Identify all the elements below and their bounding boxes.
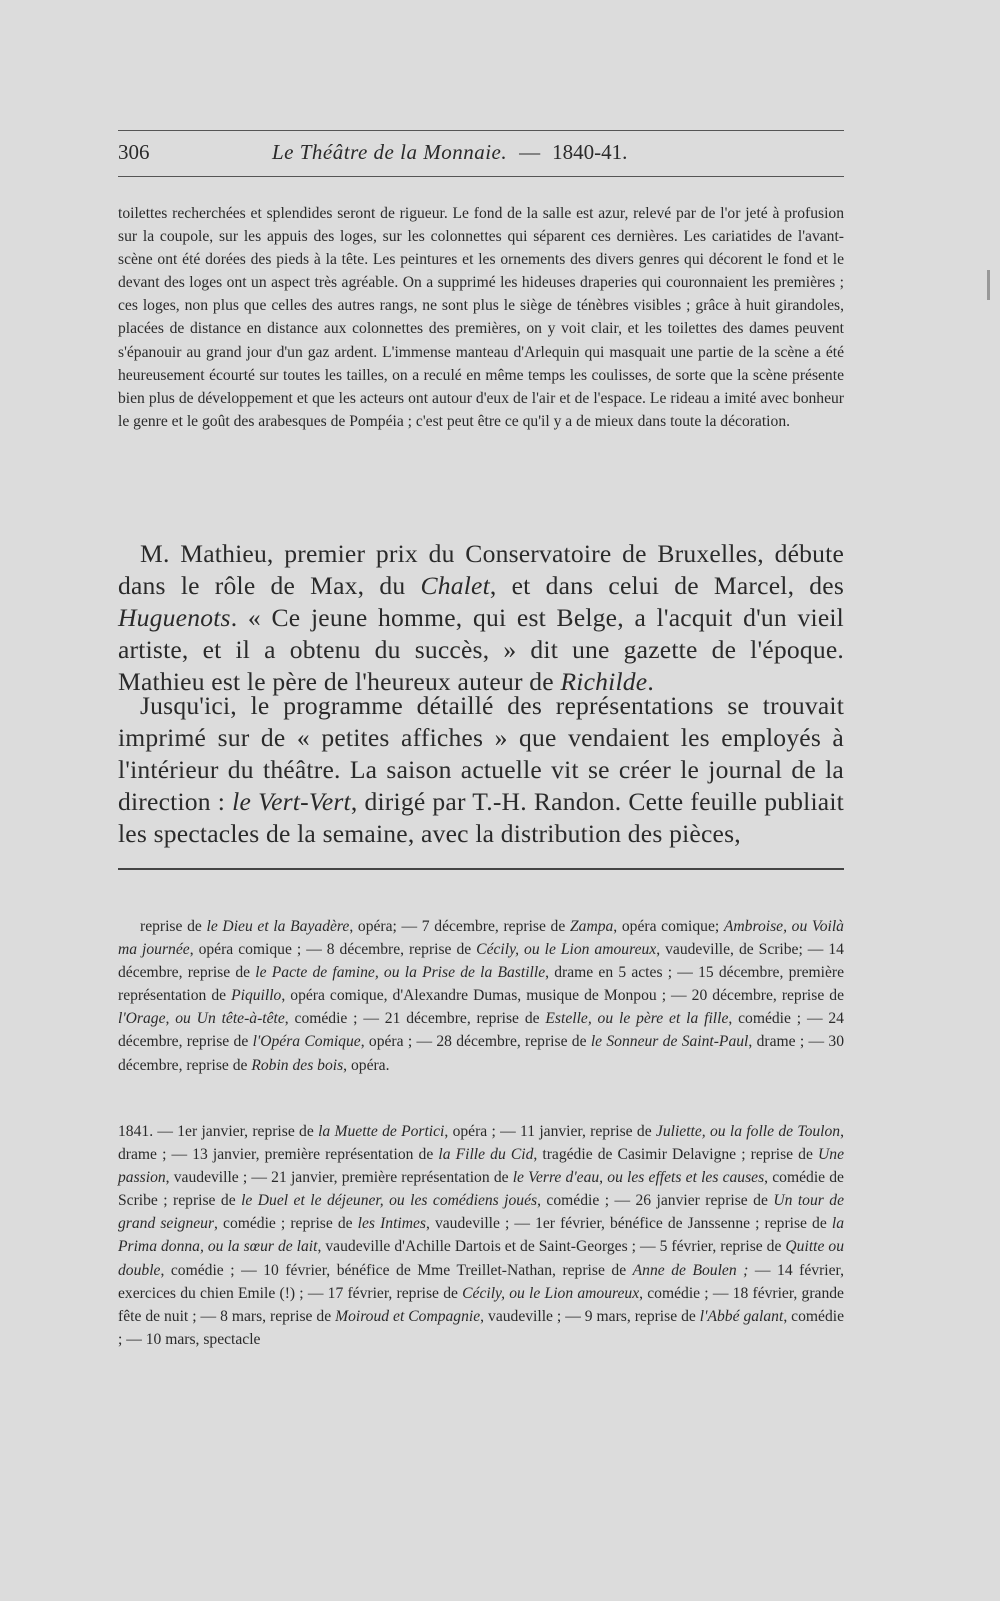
text-run: . « Ce jeune homme, qui est Belge, a l'acquit d'un vieil artiste, et il a obtenu du succès, » dit une gazette de l'époque. Mathieu est le père de l'heureux auteur de [118, 602, 844, 696]
text-run: , drame ; — 30 décembre, reprise de [118, 1033, 844, 1074]
work-title: le Sonneur de Saint-Paul [590, 1033, 749, 1051]
text-run: , comédie ; — 10 mars, spectacle [118, 1307, 844, 1348]
text-run: , comédie ; — 10 février, bénéfice de Mme Treillet-Nathan, reprise de [160, 1261, 633, 1279]
text-run: , opéra comique; [613, 918, 724, 935]
running-header [118, 140, 844, 174]
work-title: Moiroud et Compagnie [335, 1307, 481, 1325]
page-number: 306 [118, 140, 150, 164]
text-run: , vaudeville ; — 21 janvier, première représentation de [165, 1169, 513, 1187]
margin-mark [987, 270, 990, 300]
work-title: Huguenots [118, 602, 231, 632]
text-run: , et dans celui de Marcel, des [489, 570, 844, 600]
footnote-1841 [118, 1120, 844, 1351]
work-title: Zampa [569, 918, 614, 935]
text-run: — 14 février, exercices du chien Emile (!) ; — 17 février, reprise de [118, 1261, 844, 1302]
work-title: le Pacte de famine, ou la Prise de la Bastille [255, 964, 546, 982]
text-run: , comédie ; — 24 décembre, reprise de [118, 1010, 844, 1051]
text-run: , vaudeville, de Scribe; — 14 décembre, reprise de [118, 941, 844, 982]
text-run: , comédie ; — 21 décembre, reprise de [284, 1010, 546, 1028]
work-title: Estelle, ou le père et la fille [545, 1010, 729, 1028]
text-run: , opéra ; — 11 janvier, reprise de [444, 1123, 656, 1140]
text-run: , opéra; — 7 décembre, reprise de [349, 918, 570, 935]
text-run: , vaudeville ; — 1er février, bénéfice de Janssenne ; reprise de [425, 1215, 832, 1233]
text-run: M. Mathieu, premier prix du Conservatoire de Bruxelles, débute dans le rôle de Max, du [118, 539, 844, 600]
text-run: , comédie ; — 26 janvier reprise de [537, 1192, 774, 1210]
text-run: 1841. — 1er janvier, reprise de [118, 1123, 319, 1140]
work-title: la Fille du Cid [438, 1146, 534, 1164]
work-title: l'Opéra Comique [252, 1033, 361, 1051]
work-title: Un tour de grand seigneur [118, 1192, 844, 1233]
work-title: Chalet [420, 570, 490, 600]
text-run: , comédie de Scribe ; reprise de [118, 1169, 844, 1210]
paragraph-journal [118, 690, 844, 850]
work-title: Richilde [560, 666, 648, 696]
work-title: le Vert-Vert [232, 786, 351, 816]
work-title: le Verre d'eau, ou les effets et les causes [512, 1169, 765, 1187]
paragraph-mathieu [118, 538, 844, 698]
work-title: Quitte ou double [118, 1238, 844, 1279]
work-title: la Muette de Portici [318, 1123, 445, 1140]
footnote-1840 [118, 915, 844, 1077]
header-dash: — [519, 140, 541, 164]
work-title: Une passion [118, 1146, 844, 1187]
work-title: Ambroise, ou Voilà ma journée [118, 918, 844, 959]
work-title: Piquillo [231, 987, 282, 1005]
text-run: , comédie ; reprise de [214, 1215, 358, 1233]
text-run: Jusqu'ici, le programme détaillé des représentations se trouvait imprimé sur de « petites affiches » que vendaient les employés à l'intérieur du théâtre. La saison actuelle vit se créer le journal de la direction : [118, 691, 844, 816]
text-run: , dirigé par T.-H. Randon. Cette feuille publiait les spectacles de la semaine, avec la distribution des pièces, [118, 786, 844, 848]
footnote-rule [118, 868, 844, 870]
text-run: , vaudeville d'Achille Dartois et de Saint-Georges ; — 5 février, reprise de [317, 1238, 786, 1256]
text-run: , opéra comique ; — 8 décembre, reprise de [189, 941, 477, 959]
text-run: , tragédie de Casimir Delavigne ; reprise de [533, 1146, 819, 1164]
work-title: Cécily, ou le Lion amoureux [462, 1284, 640, 1302]
running-title: Le Théâtre de la Monnaie. [272, 140, 508, 164]
header-years: 1840-41. [552, 140, 628, 164]
text-run: , opéra ; — 28 décembre, reprise de [360, 1033, 591, 1051]
text-run: , vaudeville ; — 9 mars, reprise de [480, 1307, 700, 1325]
work-title: Cécily, ou le Lion amoureux [476, 941, 657, 959]
text-run: , opéra comique, d'Alexandre Dumas, musique de Monpou ; — 20 décembre, reprise de [281, 987, 844, 1005]
header-top-rule [118, 130, 844, 131]
paragraph-decoration-text: toilettes recherchées et splendides seront de rigueur. Le fond de la salle est azur, relevé par de l'or jeté à profusion sur la coupole, sur les appuis des loges, sur les colonnettes qui séparent ces dernières. Les cariatides de l'avant-scène ont été dorées des pieds à la tête. Les peintures et les ornements des divers genres qui décorent le fond et le devant des loges ont un aspect très agréable. On a supprimé les hideuses draperies qui couronnaient les premières ; ces loges, non plus que celles des autres rangs, ne sont plus le siège de ténèbres visibles ; grâce à huit girandoles, placées de distance en distance aux colonnettes des premières, on y voit clair, et les toilettes des dames peuvent s'épanouir au grand jour d'un gaz ardent. L'immense manteau d'Arlequin qui masquait une partie de la scène a été heureusement écourté sur toutes les tailles, on a reculé en même temps les coulisses, de sorte que la scène présente bien plus de développement et que les acteurs ont autour d'eux de l'air et de l'espace. Le rideau a imité avec bonheur le genre et le goût des arabesques de Pompéia ; c'est peut être ce qu'il y a de mieux dans toute la décoration. [118, 205, 844, 430]
work-title: le Dieu et la Bayadère [206, 918, 350, 935]
text-run: , comédie ; — 18 février, grande fête de nuit ; — 8 mars, reprise de [118, 1284, 844, 1325]
paragraph-decoration [118, 202, 844, 433]
text-run: , opéra. [343, 1056, 390, 1074]
work-title: les Intimes [357, 1215, 426, 1233]
work-title: l'Abbé galant [699, 1307, 784, 1325]
text-run: , drame ; — 13 janvier, première représentation de [118, 1123, 844, 1164]
text-run: . [647, 666, 654, 696]
header-bottom-rule [118, 176, 844, 177]
work-title: Robin des bois [251, 1056, 344, 1074]
work-title: l'Orage, ou Un tête-à-tête [118, 1010, 285, 1028]
work-title: Anne de Boulen ; [632, 1261, 749, 1279]
text-run: reprise de [140, 918, 207, 935]
work-title: le Duel et le déjeuner, ou les comédiens joués [241, 1192, 538, 1210]
work-title: la Prima donna, ou la sœur de lait [118, 1215, 844, 1256]
work-title: Juliette, ou la folle de Toulon [655, 1123, 841, 1140]
text-run: , drame en 5 actes ; — 15 décembre, première représentation de [118, 964, 844, 1005]
